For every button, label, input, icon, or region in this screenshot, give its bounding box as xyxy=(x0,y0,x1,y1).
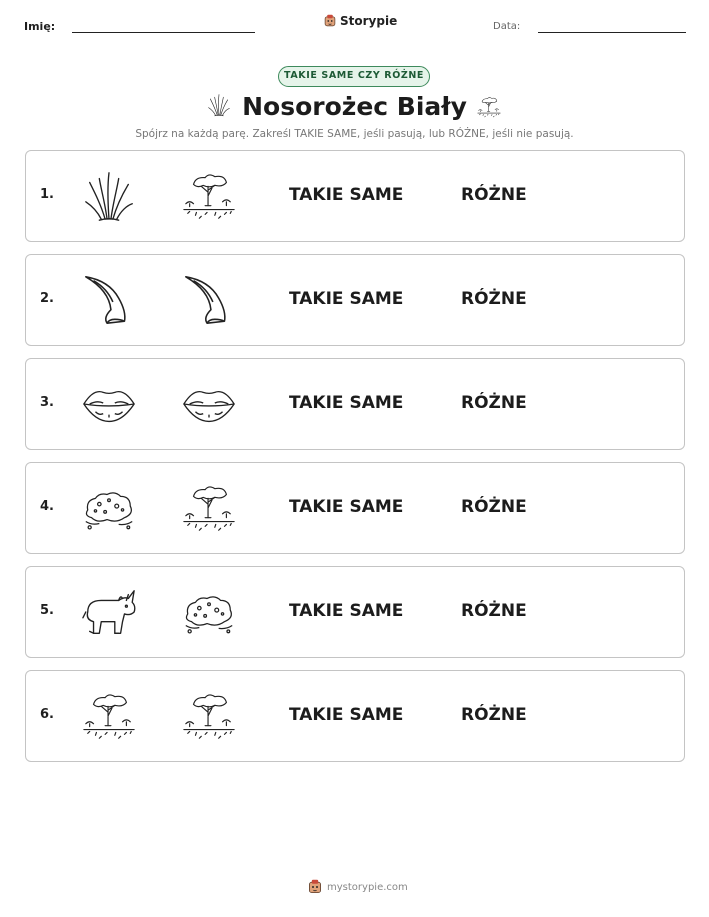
question-row-2 xyxy=(25,254,685,346)
activity-badge: TAKIE SAME CZY RÓŻNE xyxy=(278,66,430,87)
question-row-6 xyxy=(25,670,685,762)
acacia-tree-icon xyxy=(180,167,238,225)
acacia-tree-icon xyxy=(474,94,504,120)
option-different[interactable]: RÓŻNE xyxy=(461,497,527,517)
option-same[interactable]: TAKIE SAME xyxy=(289,289,404,309)
row-number: 4. xyxy=(40,499,54,514)
horn-icon xyxy=(180,271,238,329)
date-field[interactable] xyxy=(538,32,686,33)
question-row-4 xyxy=(25,462,685,554)
question-row-5 xyxy=(25,566,685,658)
row-number: 2. xyxy=(40,291,54,306)
option-same[interactable]: TAKIE SAME xyxy=(289,705,404,725)
lips-icon xyxy=(80,375,138,433)
option-different[interactable]: RÓŻNE xyxy=(461,601,527,621)
lips-icon xyxy=(180,375,238,433)
question-row-1 xyxy=(25,150,685,242)
mud-puddle-icon xyxy=(80,479,138,537)
grass-icon xyxy=(80,167,138,225)
brand-name: Storypie xyxy=(340,14,398,28)
rhino-icon xyxy=(80,583,138,641)
footer-url: mystorypie.com xyxy=(327,881,408,893)
option-different[interactable]: RÓŻNE xyxy=(461,185,527,205)
horn-icon xyxy=(80,271,138,329)
row-number: 5. xyxy=(40,603,54,618)
footer xyxy=(307,879,408,895)
row-number: 1. xyxy=(40,187,54,202)
option-same[interactable]: TAKIE SAME xyxy=(289,497,404,517)
page-title: Nosorożec Biały xyxy=(242,92,467,121)
storypie-logo-icon xyxy=(323,14,337,28)
question-row-3 xyxy=(25,358,685,450)
option-same[interactable]: TAKIE SAME xyxy=(289,185,404,205)
name-field[interactable] xyxy=(72,32,255,33)
acacia-tree-icon xyxy=(80,687,138,745)
option-same[interactable]: TAKIE SAME xyxy=(289,393,404,413)
option-different[interactable]: RÓŻNE xyxy=(461,393,527,413)
row-number: 3. xyxy=(40,395,54,410)
row-number: 6. xyxy=(40,707,54,722)
name-label: Imię: xyxy=(24,20,56,33)
instructions: Spójrz na każdą parę. Zakreśl TAKIE SAME, jeśli pasują, lub RÓŻNE, jeśli nie pasują. xyxy=(135,128,574,140)
acacia-tree-icon xyxy=(180,479,238,537)
option-different[interactable]: RÓŻNE xyxy=(461,705,527,725)
date-label: Data: xyxy=(493,21,521,32)
storypie-logo-icon xyxy=(307,879,323,895)
brand-logo xyxy=(323,14,397,28)
option-different[interactable]: RÓŻNE xyxy=(461,289,527,309)
mud-puddle-icon xyxy=(180,583,238,641)
option-same[interactable]: TAKIE SAME xyxy=(289,601,404,621)
acacia-tree-icon xyxy=(180,687,238,745)
